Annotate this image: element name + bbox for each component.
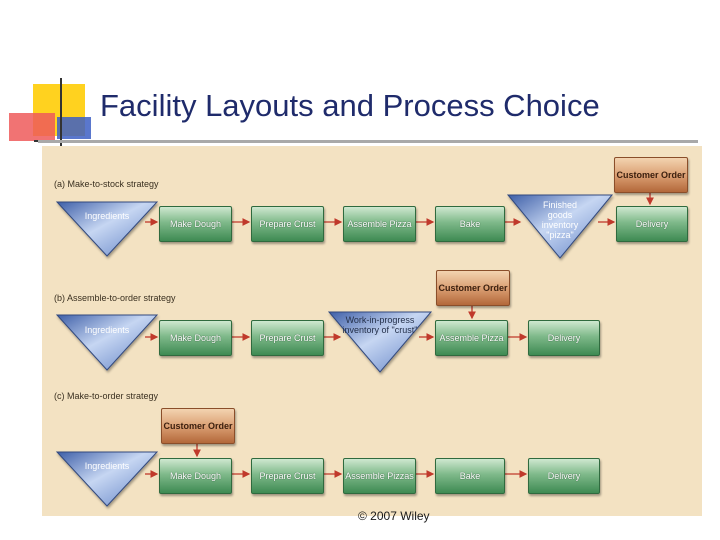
c-prepare-crust-box: Prepare Crust (251, 458, 324, 494)
a-ingredients-label: Ingredients (84, 211, 130, 221)
c-assemble-pizzas-box: Assemble Pizzas (343, 458, 416, 494)
c-make-dough-box: Make Dough (159, 458, 232, 494)
a-customer-order-box: Customer Order (614, 157, 688, 193)
b-make-dough-box: Make Dough (159, 320, 232, 356)
c-bake-box: Bake (435, 458, 505, 494)
c-ingredients-label: Ingredients (84, 461, 130, 471)
slide-title: Facility Layouts and Process Choice (100, 88, 600, 123)
b-assemble-pizza-box: Assemble Pizza (435, 320, 508, 356)
b-delivery-box: Delivery (528, 320, 600, 356)
section-b-label: (b) Assemble-to-order strategy (54, 293, 176, 303)
a-finished-goods-inventory-label: Finished goods inventory "pizza" (541, 200, 579, 240)
section-c-label: (c) Make-to-order strategy (54, 391, 159, 401)
a-prepare-crust-box: Prepare Crust (251, 206, 324, 242)
a-delivery-box: Delivery (616, 206, 688, 242)
b-ingredients-label: Ingredients (84, 325, 130, 335)
section-a-label: (a) Make-to-stock strategy (54, 179, 159, 189)
a-make-dough-box: Make Dough (159, 206, 232, 242)
b-prepare-crust-box: Prepare Crust (251, 320, 324, 356)
copyright-footer: © 2007 Wiley (358, 509, 430, 523)
c-customer-order-box: Customer Order (161, 408, 235, 444)
triangle-ingredients-b (57, 315, 157, 370)
b-customer-order-box: Customer Order (436, 270, 510, 306)
a-bake-box: Bake (435, 206, 505, 242)
c-delivery-box: Delivery (528, 458, 600, 494)
a-assemble-pizza-box: Assemble Pizza (343, 206, 416, 242)
b-work-in-progress-inventory-label: Work-in-progress inventory of "crust" (342, 315, 418, 335)
